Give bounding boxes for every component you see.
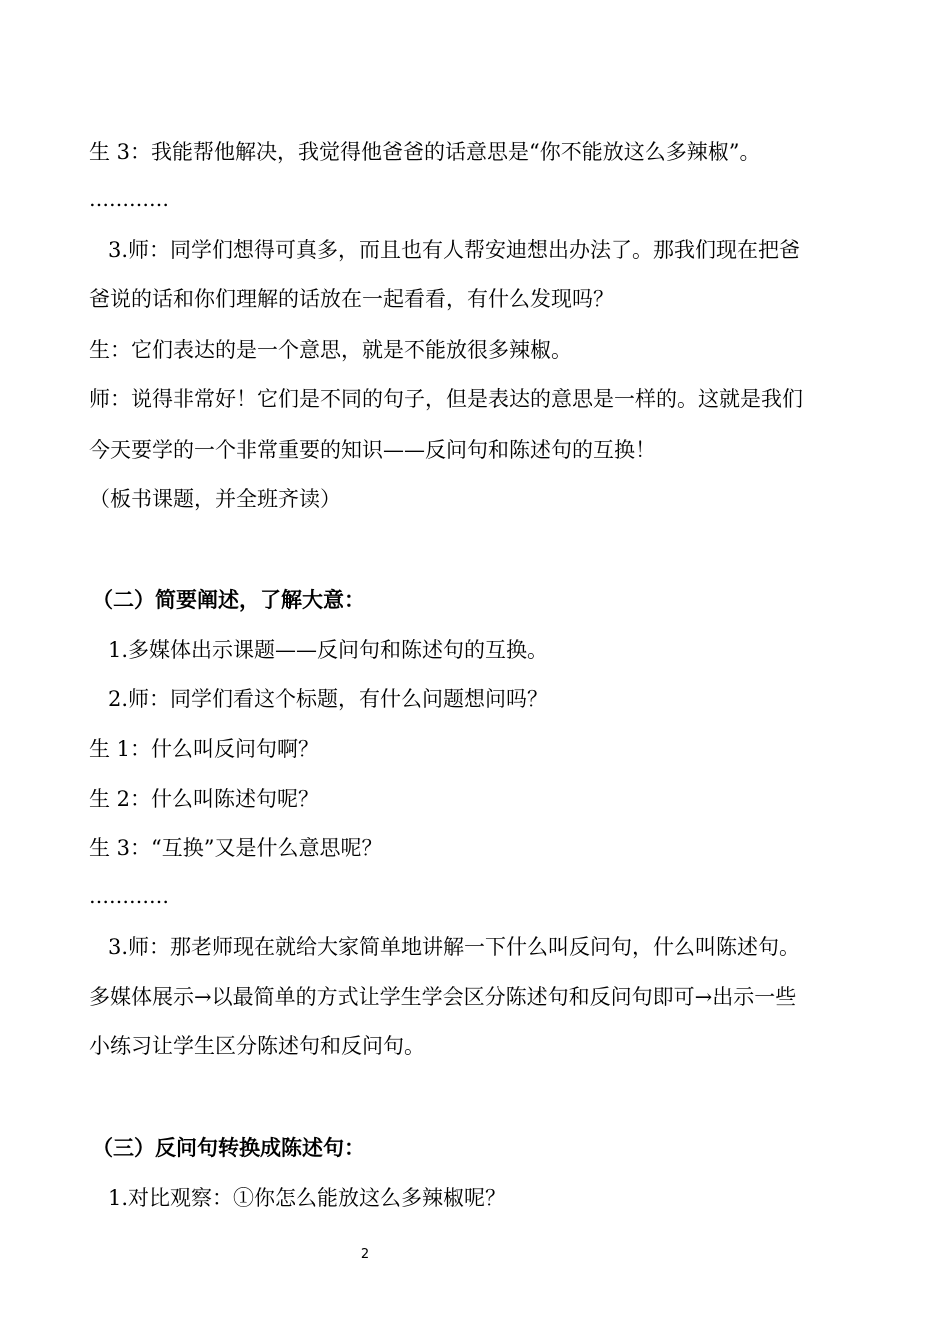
paragraph-line: 师：说得非常好！它们是不同的句子，但是表达的意思是一样的。这就是我们 bbox=[89, 387, 803, 411]
ellipsis-line: ………… bbox=[89, 187, 169, 211]
paragraph-line: 多媒体展示→以最简单的方式让学生学会区分陈述句和反问句即可→出示一些 bbox=[89, 985, 797, 1009]
paragraph-line: 1.对比观察：①你怎么能放这么多辣椒呢？ bbox=[108, 1186, 507, 1210]
ellipsis-line: ………… bbox=[89, 884, 169, 908]
paragraph-line: 2.师：同学们看这个标题，有什么问题想问吗？ bbox=[108, 687, 549, 711]
paragraph-line: （板书课题，并全班齐读） bbox=[89, 487, 341, 511]
paragraph-line: 今天要学的一个非常重要的知识——反问句和陈述句的互换！ bbox=[89, 438, 656, 462]
paragraph-line: 1.多媒体出示课题——反问句和陈述句的互换。 bbox=[108, 638, 549, 662]
paragraph-line: 生：它们表达的是一个意思，就是不能放很多辣椒。 bbox=[89, 338, 572, 362]
paragraph-line: 爸说的话和你们理解的话放在一起看看，有什么发现吗？ bbox=[89, 287, 614, 311]
paragraph-line: 3.师：同学们想得可真多，而且也有人帮安迪想出办法了。那我们现在把爸 bbox=[108, 238, 801, 262]
section-heading: （二）简要阐述，了解大意： bbox=[92, 587, 365, 612]
paragraph-line: 生 3：“互换”又是什么意思呢？ bbox=[89, 836, 383, 860]
paragraph-line: 生 3：我能帮他解决，我觉得他爸爸的话意思是“你不能放这么多辣椒”。 bbox=[89, 140, 761, 164]
page-number: 2 bbox=[360, 1247, 370, 1262]
paragraph-line: 小练习让学生区分陈述句和反问句。 bbox=[89, 1034, 425, 1058]
paragraph-line: 生 1：什么叫反问句啊？ bbox=[89, 737, 320, 761]
paragraph-line: 3.师：那老师现在就给大家简单地讲解一下什么叫反问句，什么叫陈述句。 bbox=[108, 935, 801, 959]
section-heading: （三）反问句转换成陈述句： bbox=[92, 1135, 365, 1160]
paragraph-line: 生 2：什么叫陈述句呢？ bbox=[89, 787, 320, 811]
